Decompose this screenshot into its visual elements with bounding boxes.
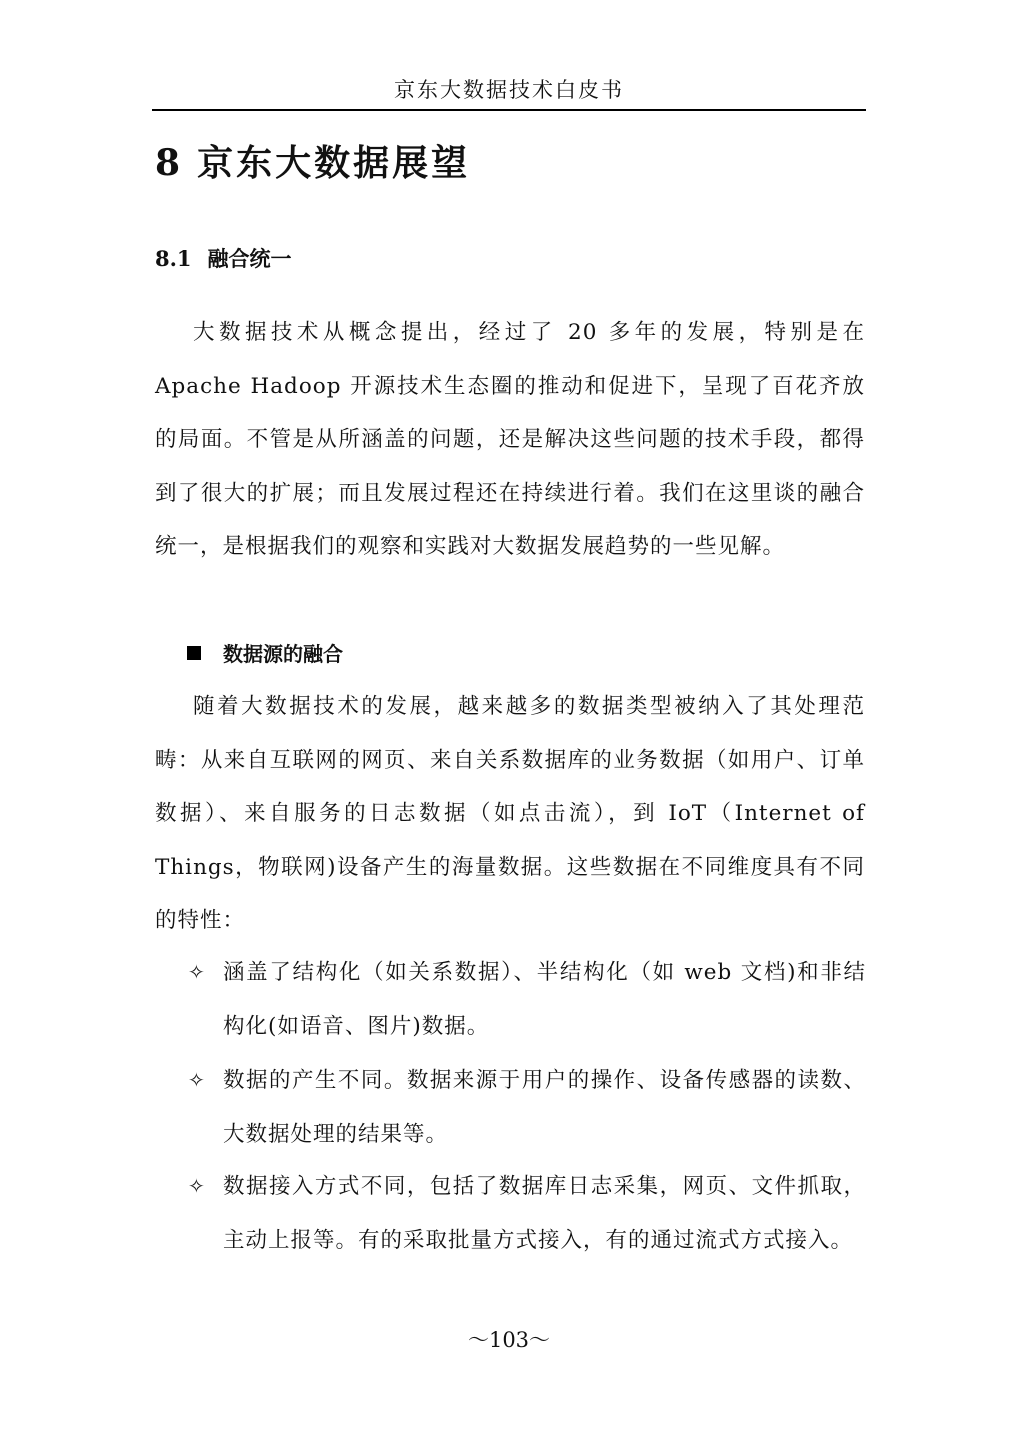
subheading — [187, 634, 343, 674]
section-title-text: 融合统一 — [207, 246, 292, 271]
diamond-bullet-icon: ✧ — [188, 1174, 206, 1198]
chapter-title-text: 京东大数据展望 — [197, 142, 471, 184]
page-number: ～103～ — [467, 1328, 551, 1352]
diamond-bullet-icon: ✧ — [188, 960, 206, 984]
list-item-text: 涵盖了结构化（如关系数据）、半结构化（如 web 文档)和非结构化(如语音、图片)数据。 — [223, 960, 866, 1039]
list-item-text: 数据接入方式不同，包括了数据库日志采集，网页、文件抓取，主动上报等。有的采取批量方式接入，有的通过流式方式接入。 — [223, 1174, 866, 1253]
section-number: 8.1 — [155, 246, 192, 271]
chapter-title — [155, 136, 470, 190]
header-divider — [152, 109, 866, 111]
intro-paragraph: 大数据技术从概念提出，经过了 20 多年的发展，特别是在 Apache Hadoop 开源技术生态圈的推动和促进下，呈现了百花齐放的局面。不管是从所涵盖的问题，还是解决这些问题的技术手段，都得到了很大的扩展；而且发展过程还在持续进行着。我们在这里谈的融合统一，是根据我们的观察和实践对大数据发展趋势的一些见解。 — [155, 320, 865, 559]
list-item — [188, 946, 866, 1053]
diamond-bullet-icon: ✧ — [188, 1068, 206, 1092]
chapter-number: 8 — [155, 142, 184, 184]
list-item — [188, 1160, 866, 1267]
list-item-text: 数据的产生不同。数据来源于用户的操作、设备传感器的读数、大数据处理的结果等。 — [223, 1068, 866, 1147]
list-item — [188, 1054, 866, 1161]
section-title — [155, 242, 292, 276]
subheading-text: 数据源的融合 — [223, 642, 343, 666]
body-paragraph: 随着大数据技术的发展，越来越多的数据类型被纳入了其处理范畴：从来自互联网的网页、来自关系数据库的业务数据（如用户、订单数据）、来自服务的日志数据（如点击流），到 IoT（Internet of Things，物联网)设备产生的海量数据。这些数据在不同维度具有不同的特性： — [155, 694, 865, 933]
black-square-icon — [187, 646, 201, 660]
running-header: 京东大数据技术白皮书 — [394, 78, 624, 102]
